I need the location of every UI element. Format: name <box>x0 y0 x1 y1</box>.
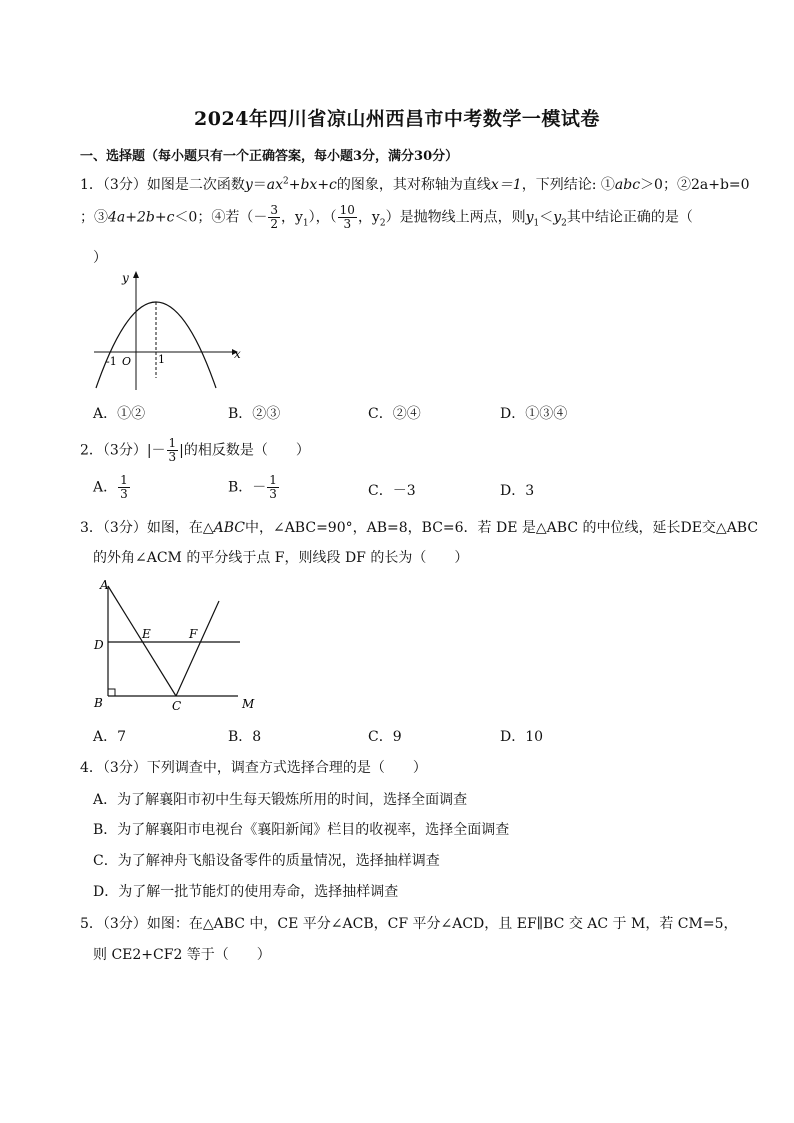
q3-option-a[interactable]: A．7 <box>93 729 127 745</box>
q4-option-b[interactable]: B．为了解襄阳市电视台《襄阳新闻》栏目的收视率，选择全面调查 <box>93 822 510 838</box>
q1-option-d[interactable]: D．①③④ <box>500 406 568 422</box>
q3-option-b[interactable]: B．8 <box>228 729 262 745</box>
tick-one: 1 <box>158 353 165 366</box>
label-e: E <box>142 627 151 641</box>
fraction-3-2: $\frac{3}{2}$ <box>270 203 278 231</box>
q1-close-paren: ） <box>93 250 107 266</box>
q1-line-2: ；③4a+2b+c＜0；④若（－ $\frac{3}{2}$ ，$y_1$），（ $\frac{10}{3}$ ，$y_2$）是抛物线上两点，则$y_1<y_2$其中结论正确的是（ <box>80 203 693 231</box>
q1-option-b[interactable]: B．②③ <box>228 406 281 422</box>
y-axis-arrow <box>133 271 139 278</box>
q4-option-c[interactable]: C．为了解神舟飞船设备零件的质量情况，选择抽样调查 <box>93 853 440 869</box>
q2-stem: 2．（3分）|－ $\frac{1}{3}$ |的相反数是（ ） <box>80 436 310 464</box>
x-axis-label: x <box>234 347 241 361</box>
q1-line-1: 1．（3分）如图是二次函数$y=ax^2+bx+c$的图象，其对称轴为直线x＝1，下列结论: ①abc＞0；②2a+b=0 <box>80 176 750 193</box>
q5-line-2: 则 CE2+CF2 等于（ ） <box>93 947 271 963</box>
q4-option-d[interactable]: D．为了解一批节能灯的使用寿命，选择抽样调查 <box>93 884 399 900</box>
label-f: F <box>189 627 198 641</box>
segment-ac <box>108 586 176 696</box>
q2-option-d[interactable]: D．3 <box>500 483 535 499</box>
fraction-10-3: $\frac{10}{3}$ <box>339 203 355 231</box>
y-axis-label: y <box>122 271 129 285</box>
q3-option-c[interactable]: C．9 <box>368 729 402 745</box>
origin-label: O <box>122 355 132 368</box>
page-title: 2024年四川省凉山州西昌市中考数学一模试卷 <box>194 108 600 130</box>
label-m: M <box>242 697 255 711</box>
q3-line-2: 的外角∠ACM 的平分线于点 F，则线段 DF 的长为（ ） <box>93 550 469 566</box>
q4-option-a[interactable]: A．为了解襄阳市初中生每天锻炼所用的时间，选择全面调查 <box>93 792 468 808</box>
q3-line-1: 3．（3分）如图，在△ABC中，∠ABC=90°，AB=8，BC=6．若 DE 是△ABC 的中位线，延长DE交△ABC <box>80 520 759 536</box>
q1-option-c[interactable]: C．②④ <box>368 406 421 422</box>
parabola-graph <box>88 266 248 396</box>
fraction-1-3: $\frac{1}{3}$ <box>168 436 177 464</box>
q2-option-a[interactable]: A． $\frac{1}{3}$ <box>93 473 128 501</box>
q2-option-c[interactable]: C．－3 <box>368 483 416 499</box>
q3-option-d[interactable]: D．10 <box>500 729 544 745</box>
bisector-cf <box>176 601 219 696</box>
q1-option-a[interactable]: A．①② <box>93 406 146 422</box>
label-b: B <box>94 696 103 710</box>
right-angle-mark <box>108 689 115 696</box>
label-d: D <box>94 638 104 652</box>
section-header: 一、选择题（每小题只有一个正确答案，每小题3分，满分30分） <box>80 149 459 164</box>
tick-neg-one: -1 <box>106 355 117 368</box>
q2-option-b[interactable]: B．－ $\frac{1}{3}$ <box>228 473 277 501</box>
q5-line-1: 5．（3分）如图：在△ABC 中，CE 平分∠ACB，CF 平分∠ACD，且 EF∥BC 交 AC 于 M，若 CM=5， <box>80 916 738 932</box>
triangle-figure <box>88 576 268 716</box>
label-c: C <box>172 699 182 713</box>
label-a: A <box>100 578 109 592</box>
q4-stem: 4．（3分）下列调查中，调查方式选择合理的是（ ） <box>80 760 427 776</box>
